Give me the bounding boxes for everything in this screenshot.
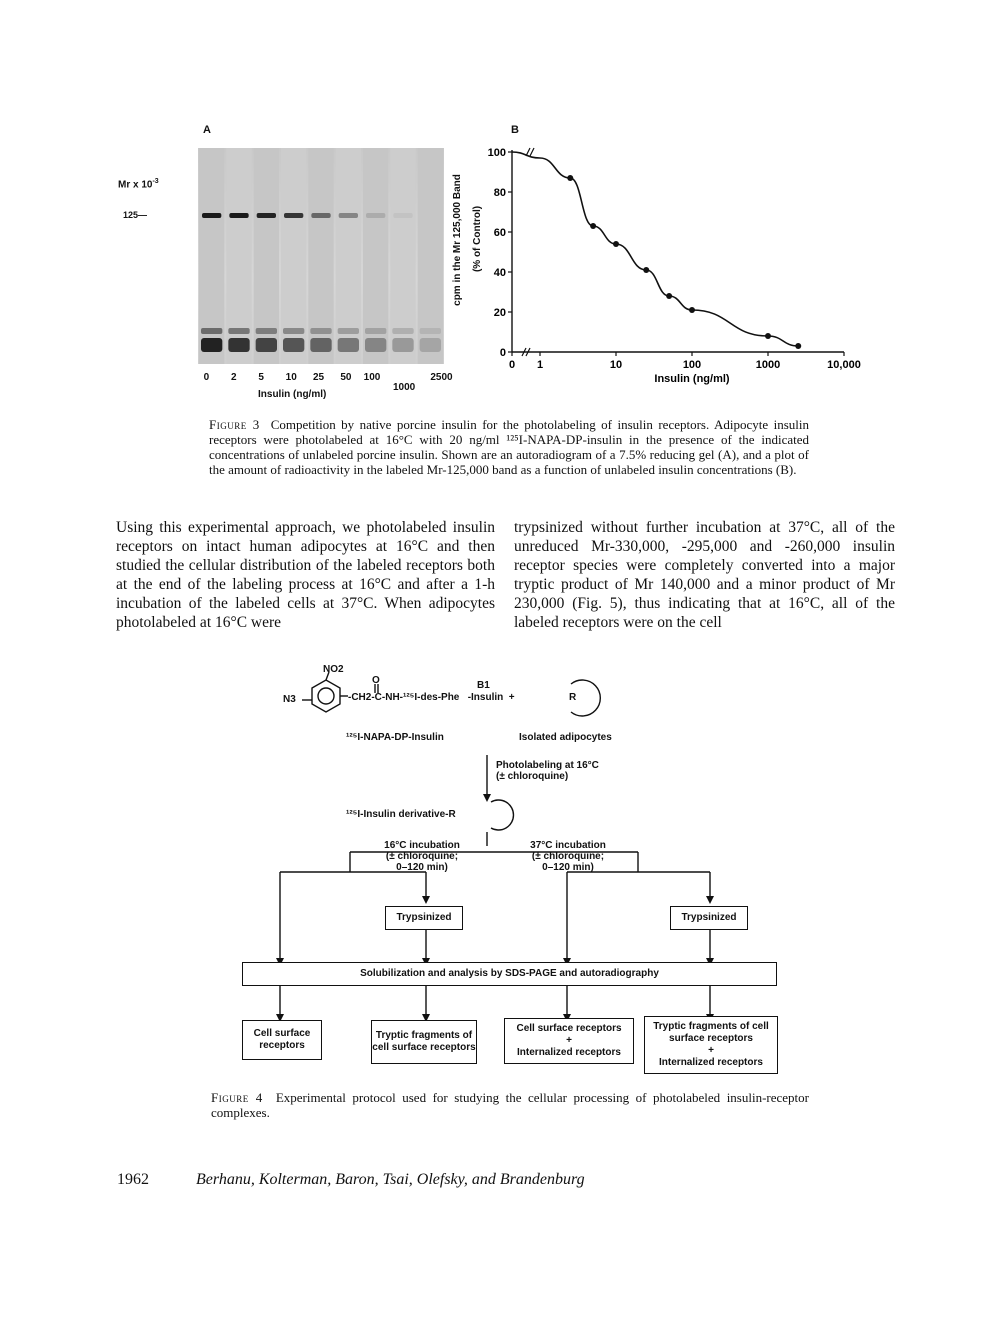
- y-tick-label: 80: [493, 187, 506, 199]
- gel-lane-label: 50: [340, 372, 352, 383]
- mr-label: Mr x $10^{-3}$: [118, 178, 159, 191]
- gel-band-125k: [229, 213, 248, 218]
- x-tick-label: 0: [508, 359, 516, 371]
- figure-3-caption-text: Competition by native porcine insulin for the photolabeling of insulin receptors. Adipocyte insulin receptors were photolabeled at 16°C with 20 ng/ml ¹²⁵I-NAPA-DP-insulin in the presence of the indicated concentrations of unlabeled porcine insulin. Shown are an autoradiogram of a 7.5% reducing gel (A), and a plot of the amount of radioactivity in the labeled Mr-125,000 band as a function of unlabeled insulin concentrations (B).: [209, 417, 810, 477]
- y-tick-label: 0: [499, 347, 506, 359]
- reagent-name: ¹²⁵I-NAPA-DP-Insulin: [346, 732, 444, 743]
- gel-band-125k: [366, 213, 385, 218]
- gel-band-low: [420, 328, 441, 334]
- data-point: [590, 223, 596, 229]
- gel-band-free: [201, 338, 222, 352]
- gel-band-free: [365, 338, 386, 352]
- x-tick-label: 1: [536, 359, 544, 371]
- figure-4-caption: [211, 1090, 809, 1120]
- gel-band-low: [228, 328, 249, 334]
- gel-lane-label: 100: [363, 372, 381, 383]
- x-tick-label: 10,000: [827, 359, 861, 371]
- y-tick-label: 60: [493, 227, 506, 239]
- mr-marker: 125—: [123, 210, 148, 220]
- gel-band-low: [201, 328, 222, 334]
- y-axis-label-1: cpm in the Mr 125,000 Band: [452, 174, 463, 306]
- output-cell-surface: Cell surface receptors: [242, 1020, 322, 1060]
- trypsinized-box-right: Trypsinized: [670, 906, 748, 930]
- gel-band-125k: [202, 213, 221, 218]
- x-tick-label: 1000: [755, 359, 781, 371]
- n3-label: N3: [283, 694, 296, 705]
- gel-band-125k: [284, 213, 303, 218]
- x-axis-label: Insulin (ng/ml): [654, 373, 730, 385]
- gel-xlabel: Insulin (ng/ml): [258, 389, 327, 400]
- gel-band-low: [256, 328, 277, 334]
- x-tick-label: 100: [682, 359, 702, 371]
- gel-band-125k: [311, 213, 330, 218]
- gel-band-free: [338, 338, 359, 352]
- gel-lane-label: 0: [203, 372, 210, 383]
- figure-3-caption-label: Figure 3: [209, 417, 260, 432]
- body-column-right: trypsinized without further incubation at 37°C, all of the unreduced Mr-330,000, -295,000 and -260,000 insulin receptor species were completely converted into a major tryptic product of Mr 140,000 and a minor product of Mr 230,000 (Fig. 5), thus indicating that at 16°C, all of the labeled receptors were on the cell: [514, 519, 895, 631]
- gel-band-free: [420, 338, 441, 352]
- gel-autoradiogram: [198, 148, 444, 364]
- gel-lane-label: 25: [313, 372, 325, 383]
- data-point: [567, 175, 573, 181]
- data-point: [613, 241, 619, 247]
- y-tick-label: 40: [493, 267, 506, 279]
- data-point: [666, 293, 672, 299]
- data-point: [689, 307, 695, 313]
- competition-chart: [470, 140, 890, 390]
- output-tryptic-internalized: Tryptic fragments of cell surface receptors + Internalized receptors: [644, 1016, 778, 1074]
- gel-band-125k: [339, 213, 358, 218]
- gel-band-low: [338, 328, 359, 334]
- data-point: [795, 343, 801, 349]
- figure-4-caption-text: Experimental protocol used for studying the cellular processing of photolabeled insulin-receptor complexes.: [211, 1090, 809, 1120]
- gel-band-125k: [257, 213, 276, 218]
- body-column-left: Using this experimental approach, we photolabeled insulin receptors on intact human adipocytes at 16°C and then studied the cellular distribution of the labeled receptors both at the end of the labeling process at 16°C and after a 1-h incubation of the labeled cells at 37°C. When adipocytes photolabeled at 16°C were: [116, 519, 495, 631]
- fit-curve: [512, 152, 798, 346]
- gel-band-low: [310, 328, 331, 334]
- gel-lane-label: 10: [285, 372, 297, 383]
- reagent-chain: -CH2-C-NH-¹²⁵I-des-Phe -Insulin +: [348, 692, 515, 703]
- gel-band-free: [392, 338, 413, 352]
- gel-lane-label: 2: [231, 372, 237, 383]
- page-number: 1962: [117, 1171, 149, 1188]
- b1-label: B1: [477, 680, 490, 691]
- gel-band-free: [256, 338, 277, 352]
- running-authors: Berhanu, Kolterman, Baron, Tsai, Olefsky, and Brandenburg: [196, 1171, 585, 1188]
- data-point: [765, 333, 771, 339]
- oxygen-label: O: [372, 675, 380, 686]
- incubation-16c: 16°C incubation (± chloroquine; 0–120 min): [384, 840, 460, 873]
- photolabel-step: Photolabeling at 16°C (± chloroquine): [496, 760, 599, 782]
- output-surface-internalized: Cell surface receptors + Internalized receptors: [504, 1018, 634, 1064]
- y-axis-label-2: (% of Control): [472, 205, 483, 273]
- gel-lane-label: 1000: [393, 382, 416, 393]
- x-tick-label: 10: [609, 359, 623, 371]
- gel-lane-label: 2500: [430, 372, 453, 383]
- gel-band-low: [392, 328, 413, 334]
- trypsinized-box-left: Trypsinized: [385, 906, 463, 930]
- data-point: [643, 267, 649, 273]
- gel-band-125k: [393, 213, 412, 218]
- gel-band-free: [310, 338, 331, 352]
- no2-label: NO2: [323, 664, 344, 675]
- output-tryptic-fragments: Tryptic fragments of cell surface receptors: [371, 1020, 477, 1064]
- gel-band-low: [365, 328, 386, 334]
- gel-band-free: [228, 338, 249, 352]
- adipocytes-label: Isolated adipocytes: [519, 732, 612, 743]
- y-tick-label: 100: [487, 147, 506, 159]
- r-label: R: [569, 692, 577, 703]
- incubation-37c: 37°C incubation (± chloroquine; 0–120 min): [530, 840, 606, 873]
- gel-lane-label: 5: [258, 372, 264, 383]
- solubilization-box: Solubilization and analysis by SDS-PAGE and autoradiography: [242, 962, 777, 986]
- panel-a-label: A: [203, 124, 211, 136]
- figure-4-caption-label: Figure 4: [211, 1090, 263, 1105]
- derivative-label: ¹²⁵I-Insulin derivative-R: [346, 809, 456, 820]
- gel-band-free: [283, 338, 304, 352]
- y-tick-label: 20: [493, 307, 506, 319]
- figure-3-caption: [209, 417, 809, 477]
- panel-b-label: B: [511, 124, 519, 136]
- gel-band-low: [283, 328, 304, 334]
